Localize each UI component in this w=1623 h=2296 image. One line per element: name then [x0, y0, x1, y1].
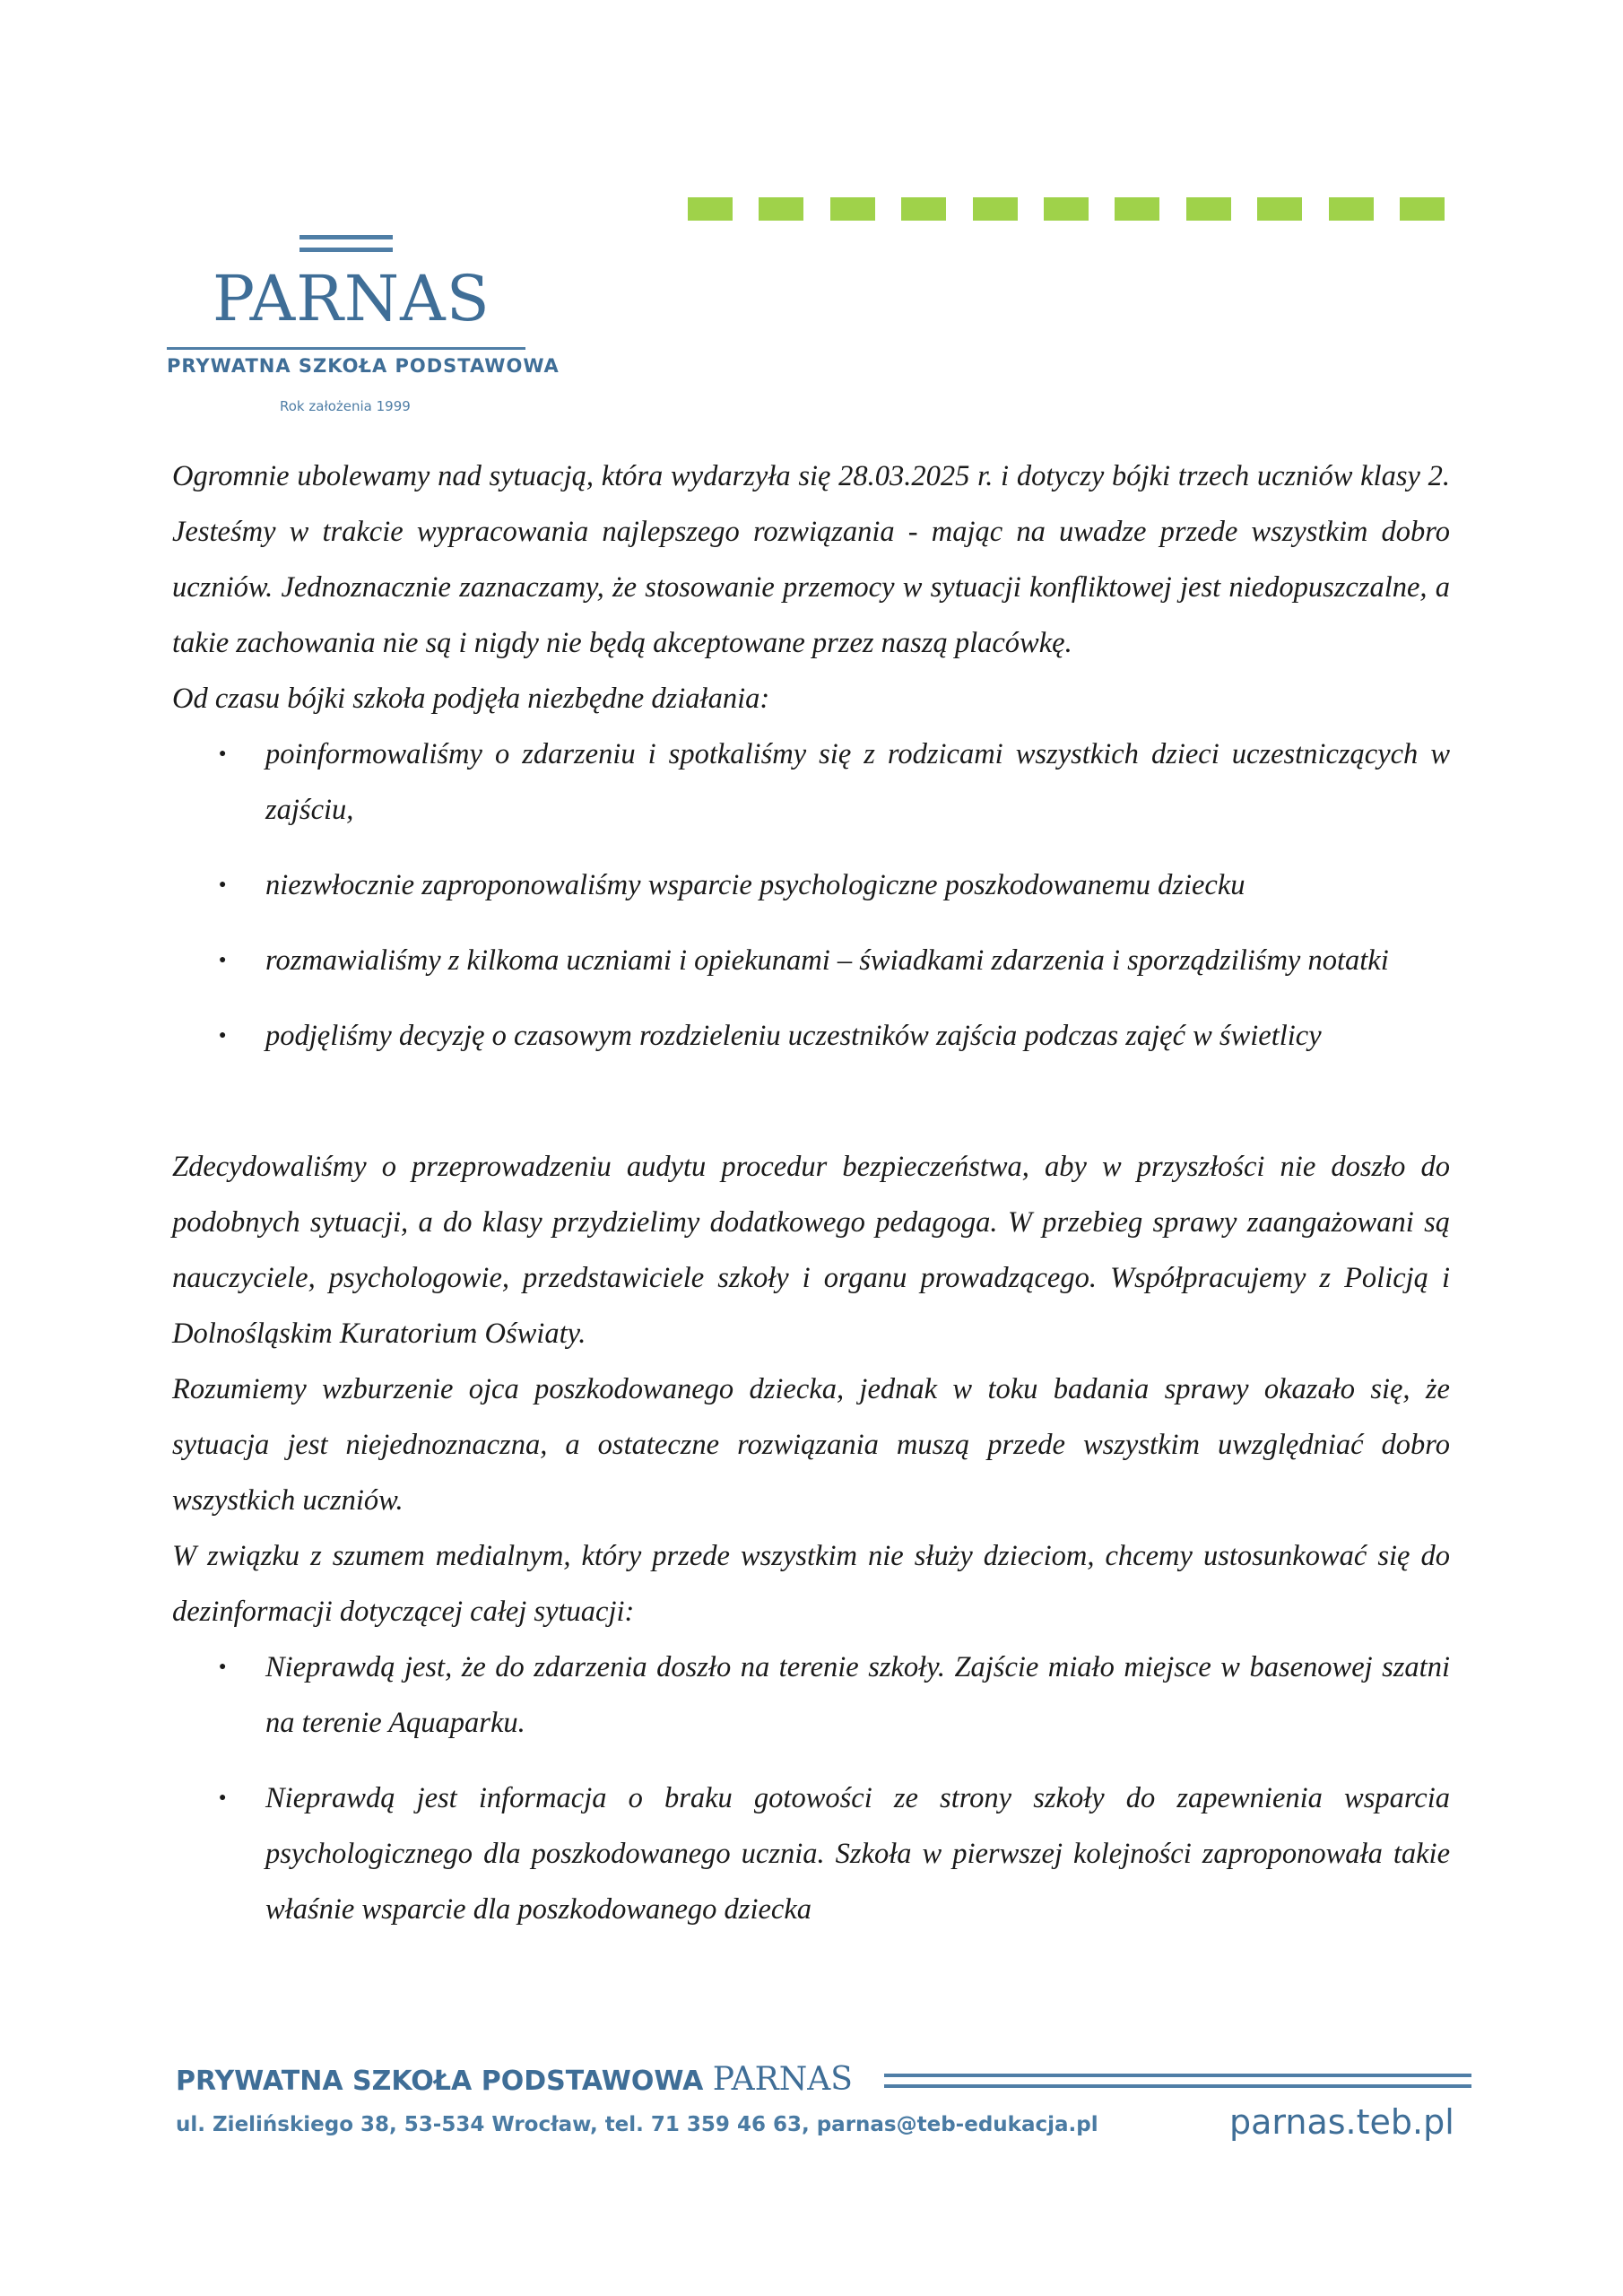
list-item: ● rozmawialiśmy z kilkoma uczniami i opiekunami – świadkami zdarzenia i sporządziliśmy notatki: [172, 933, 1450, 988]
dash: [1257, 197, 1302, 221]
footer-address: ul. Zielińskiego 38, 53-534 Wrocław, tel. 71 359 46 63, parnas@teb-edukacja.pl: [176, 2113, 1098, 2136]
letter-body: [172, 448, 1450, 1937]
paragraph-media: W związku z szumem medialnym, który przede wszystkim nie służy dzieciom, chcemy ustosunkować się do dezinformacji dotyczącej całej sytuacji:: [172, 1540, 1450, 1628]
paragraph-father: Rozumiemy wzburzenie ojca poszkodowanego dziecka, jednak w toku badania sprawy okazało się, że sytuacja jest niejednoznaczna, a ostateczne rozwiązania muszą przede wszystkim uwzględniać dobro wszystkich uczniów.: [172, 1373, 1450, 1517]
footer-website: parnas.teb.pl: [1229, 2102, 1454, 2142]
list-item: ● podjęliśmy decyzję o czasowym rozdzieleniu uczestników zajścia podczas zajęć w świetlicy: [172, 1008, 1450, 1064]
dash: [759, 197, 803, 221]
list-item: ● Nieprawdą jest, że do zdarzenia doszło na terenie szkoły. Zajście miało miejsce w basenowej szatni na terenie Aquaparku.: [172, 1639, 1450, 1751]
dash: [1329, 197, 1374, 221]
logo-founded: Rok założenia 1999: [280, 398, 411, 414]
paragraph-audit: Zdecydowaliśmy o przeprowadzeniu audytu procedur bezpieczeństwa, aby w przyszłości nie doszło do podobnych sytuacji, a do klasy przydzielimy dodatkowego pedagoga. W przebieg sprawy zaangażowani są nauczyciele, psychologowie, przedstawiciele szkoły i organu prowadzącego. Współpracujemy z Policją i Dolnośląskim Kuratorium Oświaty.: [172, 1151, 1450, 1350]
footer-brand: PARNAS: [712, 2061, 853, 2098]
dash: [830, 197, 875, 221]
logo-lines-icon: [299, 235, 393, 260]
dash: [1186, 197, 1231, 221]
footer-title: [176, 2061, 853, 2098]
dash: [973, 197, 1018, 221]
dash: [1044, 197, 1089, 221]
paragraph-intro: Ogromnie ubolewamy nad sytuacją, która wydarzyła się 28.03.2025 r. i dotyczy bójki trzech uczniów klasy 2. Jesteśmy w trakcie wypracowania najlepszego rozwiązania - mając na uwadze przede wszystkim dobro uczniów. Jednoznacznie zaznaczamy, że stosowanie przemocy w sytuacji konfliktowej jest niedopuszczalne, a takie zachowania nie są i nigdy nie będą akceptowane przez naszą placówkę.: [172, 460, 1450, 659]
clarifications-list: [172, 1639, 1450, 1937]
list-item: ● niezwłocznie zaproponowaliśmy wsparcie psychologiczne poszkodowanemu dziecku: [172, 857, 1450, 913]
actions-list: [172, 726, 1450, 1064]
footer-school-type: PRYWATNA SZKOŁA PODSTAWOWA: [176, 2066, 704, 2097]
list-item: ● Nieprawdą jest informacja o braku gotowości ze strony szkoły do zapewnienia wsparcia psychologicznego dla poszkodowanego ucznia. Szkoła w pierwszej kolejności zaproponowała takie właśnie wsparcie dla poszkodowanego dziecka: [172, 1770, 1450, 1937]
logo-rule: [167, 347, 525, 350]
list-item: ● poinformowaliśmy o zdarzeniu i spotkaliśmy się z rodzicami wszystkich dzieci uczestniczących w zajściu,: [172, 726, 1450, 838]
logo-name: PARNAS: [213, 262, 490, 335]
logo-subtitle: PRYWATNA SZKOŁA PODSTAWOWA: [167, 355, 560, 377]
dash: [1115, 197, 1159, 221]
dash: [901, 197, 946, 221]
decorative-dash-row: [688, 197, 1445, 221]
footer-lines-icon: [884, 2074, 1471, 2095]
dash: [688, 197, 733, 221]
paragraph-actions-intro: Od czasu bójki szkoła podjęła niezbędne działania:: [172, 683, 770, 715]
dash: [1400, 197, 1445, 221]
